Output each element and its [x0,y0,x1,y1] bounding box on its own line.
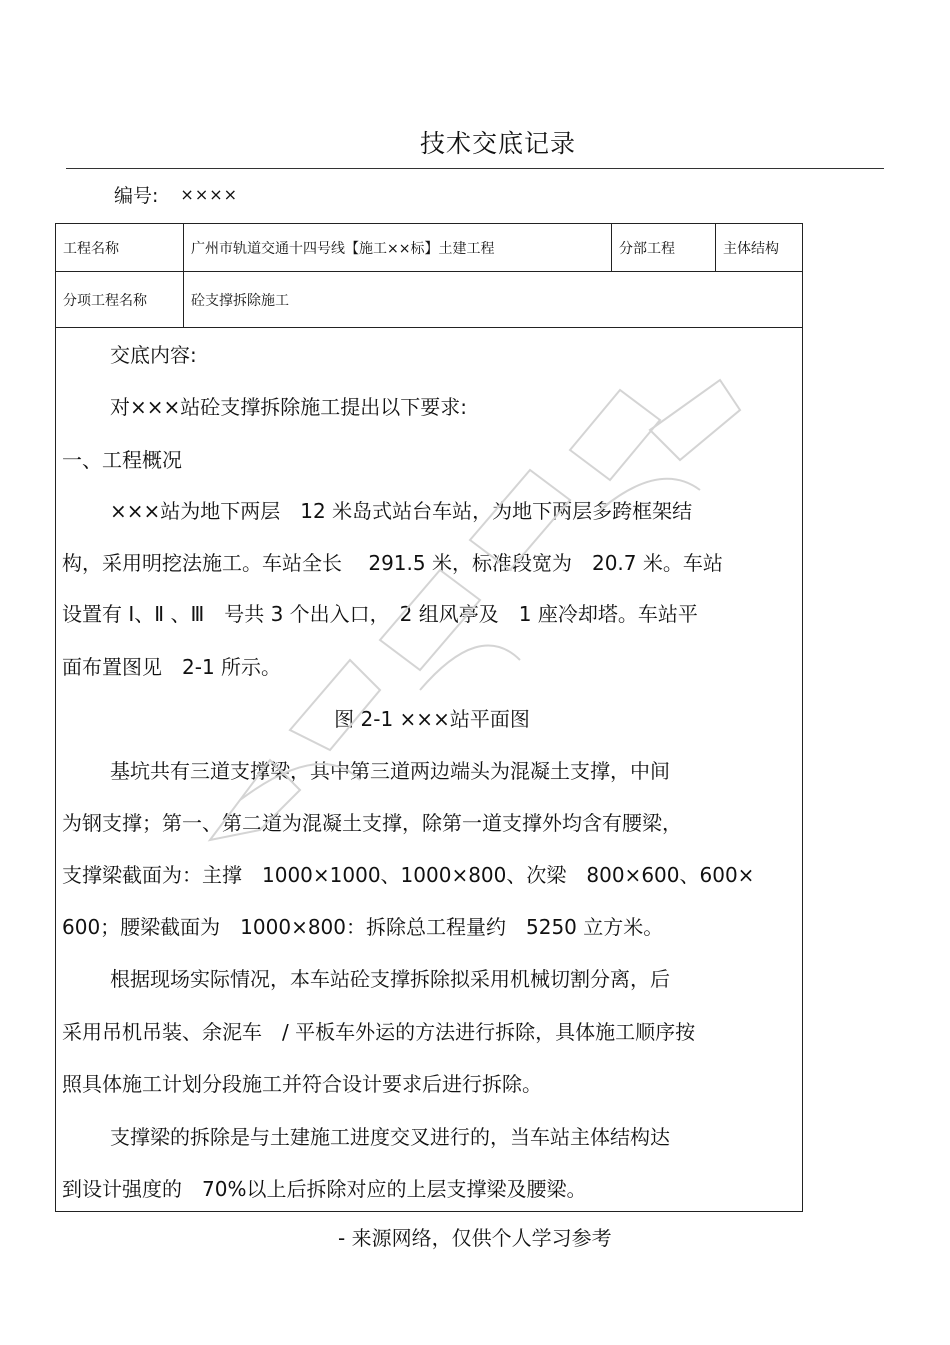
content-line: 为钢支撑；第一、第二道为混凝土支撑，除第一道支撑外均含有腰梁， [62,811,682,835]
item-name-value: 砼支撑拆除施工 [191,292,289,309]
document-number-value: ×××× [180,185,239,204]
content-line: 照具体施工计划分段施工并符合设计要求后进行拆除。 [62,1072,542,1096]
title-divider [66,168,884,169]
content-line: 构，采用明挖法施工。车站全长 291.5 米，标准段宽为 20.7 米。车站 [62,551,723,575]
content-line: 采用吊机吊装、余泥车 / 平板车外运的方法进行拆除，具体施工顺序按 [62,1020,696,1044]
content-line: 对×××站砼支撑拆除施工提出以下要求: [110,395,468,419]
content-line: 到设计强度的 70%以上后拆除对应的上层支撑梁及腰梁。 [62,1177,587,1201]
row-divider [56,327,802,328]
content-line: 面布置图见 2-1 所示。 [62,655,282,679]
content-line: 根据现场实际情况，本车站砼支撑拆除拟采用机械切割分离，后 [110,967,670,991]
project-name-label: 工程名称 [63,240,119,257]
content-line: 基坑共有三道支撑梁，其中第三道两边端头为混凝土支撑，中间 [110,759,670,783]
content-line: 600；腰梁截面为 1000×800：拆除总工程量约 5250 立方米。 [62,915,664,939]
section-heading: 一、工程概况 [62,448,182,472]
footer-note: - 来源网络，仅供个人学习参考 [338,1226,612,1250]
sub-project-value: 主体结构 [723,240,779,257]
figure-caption: 图 2-1 ×××站平面图 [334,707,530,731]
item-name-label: 分项工程名称 [63,292,147,309]
document-title: 技术交底记录 [419,129,576,158]
content-line: 设置有 Ⅰ、Ⅱ 、Ⅲ 号共 3 个出入口， 2 组风亭及 1 座冷却塔。车站平 [62,602,698,626]
content-heading: 交底内容: [110,343,197,367]
project-name-value: 广州市轨道交通十四号线【施工××标】土建工程 [191,240,495,257]
content-line: 支撑梁的拆除是与土建施工进度交叉进行的，当车站主体结构达 [110,1125,670,1149]
content-line: 支撑梁截面为：主撑 1000×1000、1000×800、次梁 800×600、600× [62,863,755,887]
disclosure-record-table [55,223,803,1212]
content-line: ×××站为地下两层 12 米岛式站台车站，为地下两层多跨框架结 [110,499,693,523]
document-number-label: 编号: [114,185,159,207]
sub-project-label: 分部工程 [619,240,675,257]
document-number [114,181,238,208]
